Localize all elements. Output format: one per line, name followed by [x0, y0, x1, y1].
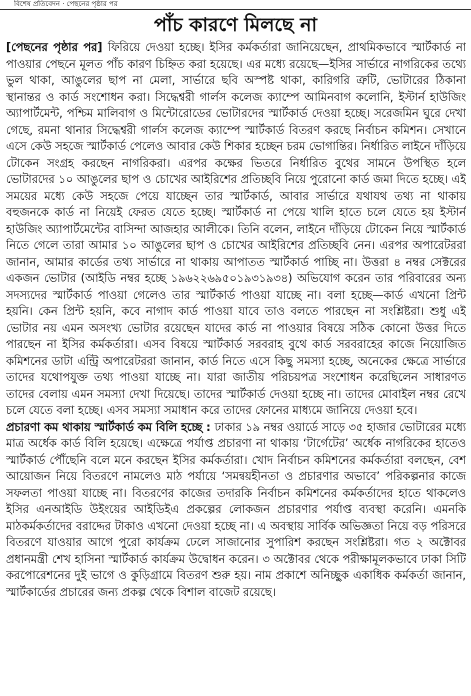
paragraph-2-text: ঢাকার ১৯ নম্বর ওয়ার্ডে সাড়ে ৩৫ হাজার ভোটারের মধ্যে মাত্র অর্ধেক কার্ড বিলি হয়েছে। এক্ষেত্রে পর্যাপ্ত প্রচারণা না থাকায় ‘টার্গেটের’ অর্ধেক নাগরিকের হাতেও স্মার্টকার্ড পৌঁছেনি বলে মনে করছেন ইসির কর্মকর্তারা। খোদ নির্বাচন কমিশনের কর্মকর্তারা বলছেন, বেশ আয়োজন নিয়ে বিতরণে নামলেও মাঠ পর্যায়ে ‘সমন্বয়হীনতা ও প্রচারণার অভাবে’ পরিকল্পনার কাজে সফলতা পাওয়া যাচ্ছে না। বিতরণের কাজের তদারকি নির্বাচন কমিশনের কর্মকর্তাদের হাতে থাকলেও ইসির এনআইডি উইংয়ের আইডিইএ প্রকল্পের লোকজন প্রচারণার পর্যাপ্ত ব্যবস্থা করেনি। এমনকি মাঠকর্মকর্তাদের বরাদ্দের টাকাও এখনো দেওয়া হচ্ছে না। এ অবস্থায় সার্বিক অভিজ্ঞতা নিয়ে বড় পরিসরে বিতরণে যাওয়ার আগে পুরো কার্যক্রম ঢেলে সাজানোর সুপারিশ করছেন সংশ্লিষ্টরা। গত ২ অক্টোবর প্রধানমন্ত্রী শেখ হাসিনা স্মার্টকার্ড কার্যক্রম উদ্বোধন করেন। ৩ অক্টোবর থেকে পরীক্ষামূলকভাবে ঢাকা সিটি করপোরেশনের দুই ভাগে ও কুড়িগ্রামে বিতরণ শুরু হয়। নাম প্রকাশে অনিচ্ছুক একাধিক কর্মকর্তা জানান, স্মার্টকার্ডের প্রচারের জন্য প্রকল্প থেকে বিশাল বাজেট রয়েছে। [6, 420, 466, 599]
top-cut-text: বিশেষ প্রতিবেদন · পেছনের পৃষ্ঠার পর [14, 0, 118, 8]
article-headline: পাঁচ কারণে মিলছে না [153, 14, 318, 36]
paragraph-1 [6, 40, 466, 420]
top-divider [0, 9, 471, 10]
section-subhead: প্রচারণা কম থাকায় স্মার্টকার্ড কম বিলি হচ্ছে : [6, 420, 215, 434]
article-body [6, 40, 466, 692]
paragraph-2 [6, 420, 466, 602]
paragraph-1-text: ফিরিয়ে দেওয়া হচ্ছে। ইসির কর্মকর্তারা জানিয়েছেন, প্রাথমিকভাবে স্মার্টকার্ড না পাওয়ার পেছনে মূলত পাঁচ কারণ চিহ্নিত করা হয়েছে। এর মধ্যে রয়েছে—ইসির সার্ভারে নাগরিকের তথ্যে ভুল থাকা, আঙুলের ছাপ না মেলা, সার্ভারে ছবি অস্পষ্ট থাকা, কারিগরি ত্রুটি, ভোটারের ঠিকানা স্থানান্তর ও কার্ড সংশোধন করা। সিদ্ধেশ্বরী গার্লস কলেজ ক্যাম্পে আমিনবাগ কলোনি, ইস্টার্ন হাউজিং অ্যাপার্টমেন্ট, পশ্চিম মালিবাগ ও মিন্টোরোডের ভোটারদের স্মার্টকার্ড দেওয়া হচ্ছে। সরেজমিন ঘুরে দেখা গেছে, রমনা থানার সিদ্ধেশ্বরী গার্লস কলেজ ক্যাম্পে স্মার্টকার্ড বিতরণ করছে নির্বাচন কমিশন। সেখানে এসে কেউ সহজে স্মার্টকার্ড পেলেও আবার কেউ শিকার হচ্ছেন চরম ভোগান্তির। নির্ধারিত লাইনে দাঁড়িয়ে টোকেন সংগ্রহ করছেন নাগরিকরা। এরপর কক্ষের ভিতরে নির্ধারিত বুথের সামনে উপস্থিত হলে ভোটারদের ১০ আঙুলের ছাপ ও চোখের আইরিশের প্রতিচ্ছবি নিয়ে পুরোনো কার্ড জমা দিতে হচ্ছে। এই সময়ের মধ্যে কেউ সহজে পেয়ে যাচ্ছেন তার স্মার্টকার্ড, আবার সার্ভারে যথাযথ তথ্য না থাকায় বহুজনকে কার্ড না নিয়েই ফেরত যেতে হচ্ছে। স্মার্টকার্ড না পেয়ে খালি হাতে চলে যেতে হয় ইস্টার্ন হাউজিং অ্যাপার্টমেন্টের বাসিন্দা আজহার আলীকে। তিনি বলেন, লাইনে দাঁড়িয়ে টোকেন নিয়ে স্মার্টকার্ড নিতে গেলে তারা আমার ১০ আঙুলের ছাপ ও চোখের আইরিশের প্রতিচ্ছবি নেন। এরপর অপারেটররা জানান, আমার কার্ডের তথ্য সার্ভারে না থাকায় আপাতত স্মার্টকার্ড পাচ্ছি না। উত্তরা ৪ নম্বর সেক্টরের একজন ভোটার (আইডি নম্বর হচ্ছে ১৯৬২২৬৯৫০১৯৩১৯৩৪) অভিযোগ করেন তার পরিবারের অন্য সদস্যদের স্মার্টকার্ড পাওয়া গেলেও তার স্মার্টকার্ড পাওয়া যাচ্ছে না। বলা হচ্ছে—কার্ড এখনো প্রিন্ট হয়নি। কেন প্রিন্ট হয়নি, কবে নাগাদ কার্ড পাওয়া যাবে তাও বলতে পারছেন না সংশ্লিষ্টরা। শুধু এই ভোটার নয় এমন অসংখ্য ভোটার রয়েছেন যাদের কার্ড না পাওয়ার বিষয়ে সঠিক কোনো উত্তর দিতে পারছেন না ইসির কর্মকর্তারা। এসব বিষয়ে স্মার্টকার্ড সরবরাহ বুথে কার্ড সরবরাহের কাজে নিয়োজিত কমিশনের ডাটা এন্ট্রি অপারেটররা জানান, কার্ড নিতে এসে কিছু সমস্যা হচ্ছে, অনেকের ক্ষেত্রে সার্ভারে তাদের যথোপযুক্ত তথ্য পাওয়া যাচ্ছে না। যারা জাতীয় পরিচয়পত্র সংশোধন করেছিলেন সাধারণত তাদের বেলায় এমন সমস্যা দেখা দিয়েছে। তাদের স্মার্টকার্ড দেওয়া হচ্ছে না। তাদের মোবাইল নম্বর রেখে চলে যেতে বলা হচ্ছে। এসব সমস্যা সমাধান করে তাদের ফোনের মাধ্যমে জানিয়ে দেওয়া হবে। [6, 41, 466, 417]
continuation-label: [পেছনের পৃষ্ঠার পর] [6, 41, 108, 54]
